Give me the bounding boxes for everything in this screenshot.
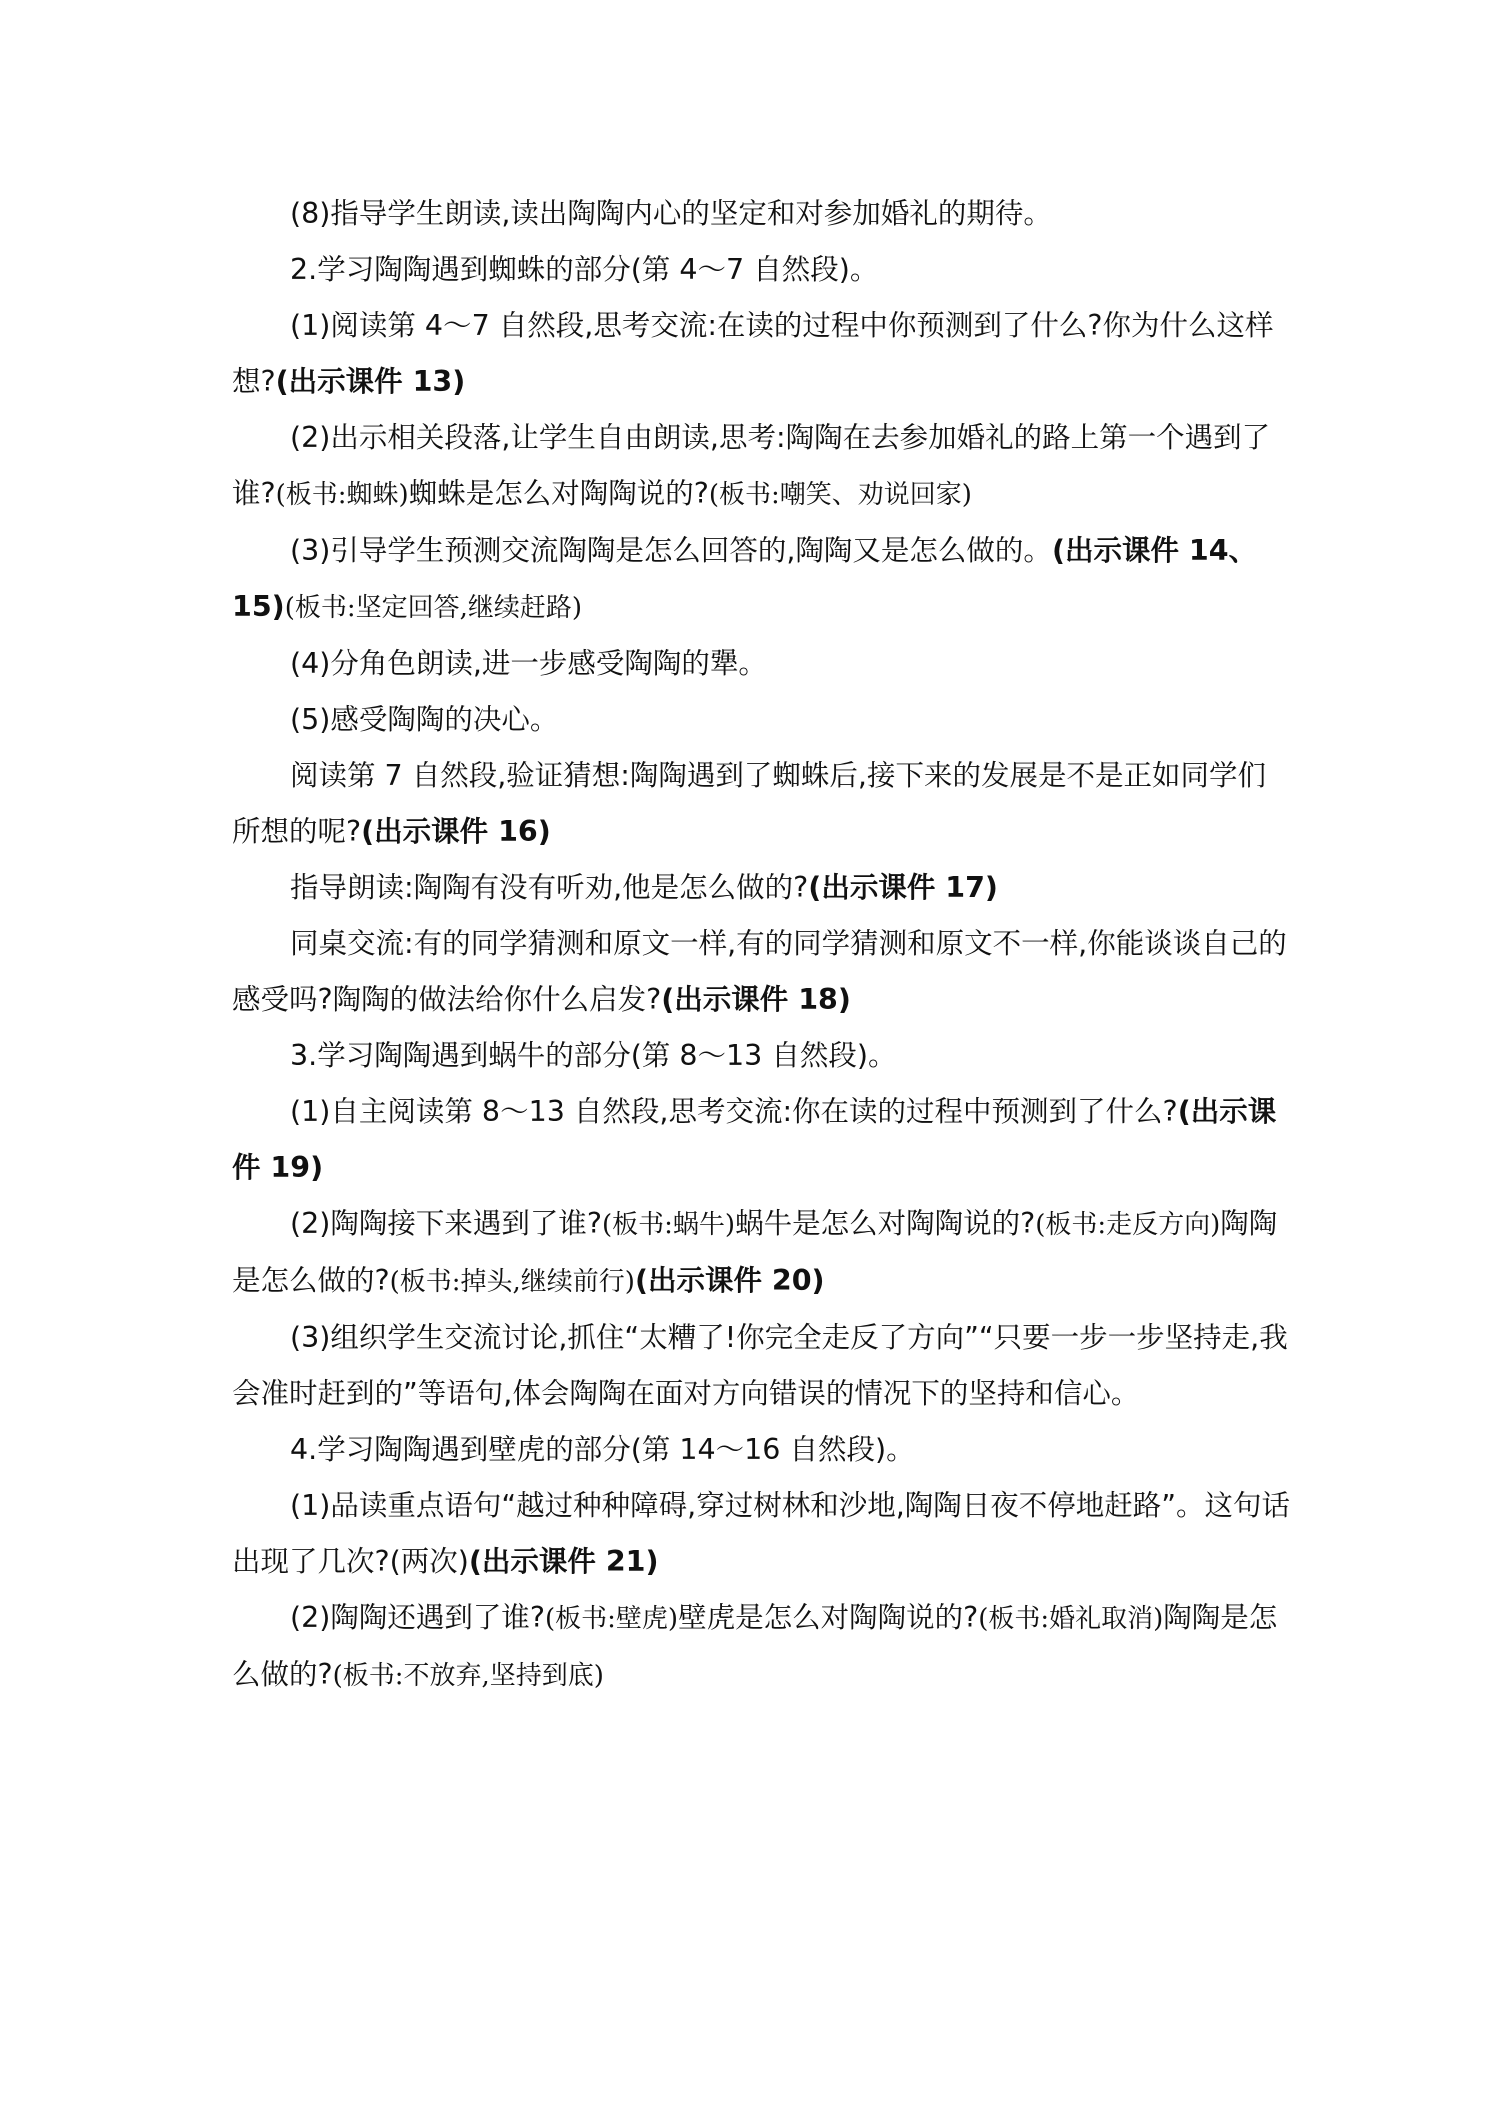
paragraph: [232, 523, 1292, 636]
blackboard-note: (板书:蜘蛛): [275, 480, 409, 510]
text-segment: (4)分角色朗读,进一步感受陶陶的犟。: [290, 647, 767, 680]
courseware-note: (出示课件 13): [275, 365, 466, 398]
paragraph: [232, 916, 1292, 1028]
courseware-note: (出示课件 20): [634, 1264, 825, 1297]
text-segment: 4.学习陶陶遇到壁虎的部分(第 14～16 自然段)。: [290, 1433, 915, 1466]
paragraph: [232, 1310, 1292, 1422]
blackboard-note: (板书:婚礼取消): [978, 1604, 1164, 1634]
blackboard-note: (板书:嘲笑、劝说回家): [708, 480, 972, 510]
paragraph: [232, 1028, 1292, 1084]
paragraph: [232, 1084, 1292, 1196]
paragraph: [232, 242, 1292, 298]
text-segment: 壁虎是怎么对陶陶说的?: [678, 1601, 979, 1634]
paragraph: [232, 298, 1292, 410]
paragraph: [232, 636, 1292, 692]
text-segment: (1)阅读第 4～7 自然段,思考交流:在读的过程中你预测到了什么?你为什么这样想?: [232, 309, 1274, 398]
paragraph: [232, 692, 1292, 748]
blackboard-note: (板书:掉头,继续前行): [389, 1267, 635, 1297]
text-segment: (3)组织学生交流讨论,抓住“太糟了!你完全走反了方向”“只要一步一步坚持走,我会准时赶到的”等语句,体会陶陶在面对方向错误的情况下的坚持和信心。: [232, 1321, 1288, 1410]
blackboard-note: (板书:壁虎): [545, 1604, 679, 1634]
courseware-note: (出示课件 18): [661, 983, 851, 1016]
text-segment: 蜗牛是怎么对陶陶说的?: [735, 1207, 1036, 1240]
blackboard-note: (板书:坚定回答,继续赶路): [284, 593, 582, 623]
courseware-note: (出示课件 14、15): [232, 534, 1258, 623]
paragraph: [232, 748, 1292, 860]
text-segment: 2.学习陶陶遇到蜘蛛的部分(第 4～7 自然段)。: [290, 253, 879, 286]
text-segment: 3.学习陶陶遇到蜗牛的部分(第 8～13 自然段)。: [290, 1039, 897, 1072]
courseware-note: (出示课件 19): [232, 1095, 1277, 1184]
blackboard-note: (板书:蜗牛): [602, 1210, 736, 1240]
text-segment: 指导朗读:陶陶有没有听劝,他是怎么做的?: [290, 871, 809, 904]
paragraph: [232, 1196, 1292, 1310]
text-segment: 同桌交流:有的同学猜测和原文一样,有的同学猜测和原文不一样,你能谈谈自己的感受吗?陶陶的做法给你什么启发?: [232, 927, 1287, 1016]
blackboard-note: (板书:不放弃,坚持到底): [332, 1661, 604, 1691]
text-segment: (1)品读重点语句“越过种种障碍,穿过树林和沙地,陶陶日夜不停地赶路”。这句话出现了几次?(两次): [232, 1489, 1291, 1578]
text-segment: 蜘蛛是怎么对陶陶说的?: [408, 477, 709, 510]
paragraph: [232, 1590, 1292, 1704]
text-segment: (2)出示相关段落,让学生自由朗读,思考:陶陶在去参加婚礼的路上第一个遇到了谁?: [232, 421, 1271, 510]
lesson-plan-body: [232, 186, 1292, 1704]
text-segment: (1)自主阅读第 8～13 自然段,思考交流:你在读的过程中预测到了什么?: [290, 1095, 1178, 1128]
text-segment: (2)陶陶还遇到了谁?: [290, 1601, 545, 1634]
courseware-note: (出示课件 21): [468, 1545, 659, 1578]
text-segment: (3)引导学生预测交流陶陶是怎么回答的,陶陶又是怎么做的。: [290, 534, 1052, 567]
text-segment: 陶陶是怎么做的?: [232, 1601, 1278, 1691]
paragraph: [232, 1422, 1292, 1478]
paragraph: [232, 1478, 1292, 1590]
paragraph: [232, 860, 1292, 916]
text-segment: (8)指导学生朗读,读出陶陶内心的坚定和对参加婚礼的期待。: [290, 197, 1052, 230]
paragraph: [232, 410, 1292, 523]
text-segment: 陶陶是怎么做的?: [232, 1207, 1278, 1297]
paragraph: [232, 186, 1292, 242]
blackboard-note: (板书:走反方向): [1035, 1210, 1221, 1240]
courseware-note: (出示课件 16): [361, 815, 551, 848]
text-segment: (2)陶陶接下来遇到了谁?: [290, 1207, 602, 1240]
courseware-note: (出示课件 17): [808, 871, 998, 904]
text-segment: (5)感受陶陶的决心。: [290, 703, 559, 736]
text-segment: 阅读第 7 自然段,验证猜想:陶陶遇到了蜘蛛后,接下来的发展是不是正如同学们所想的呢?: [232, 759, 1266, 848]
